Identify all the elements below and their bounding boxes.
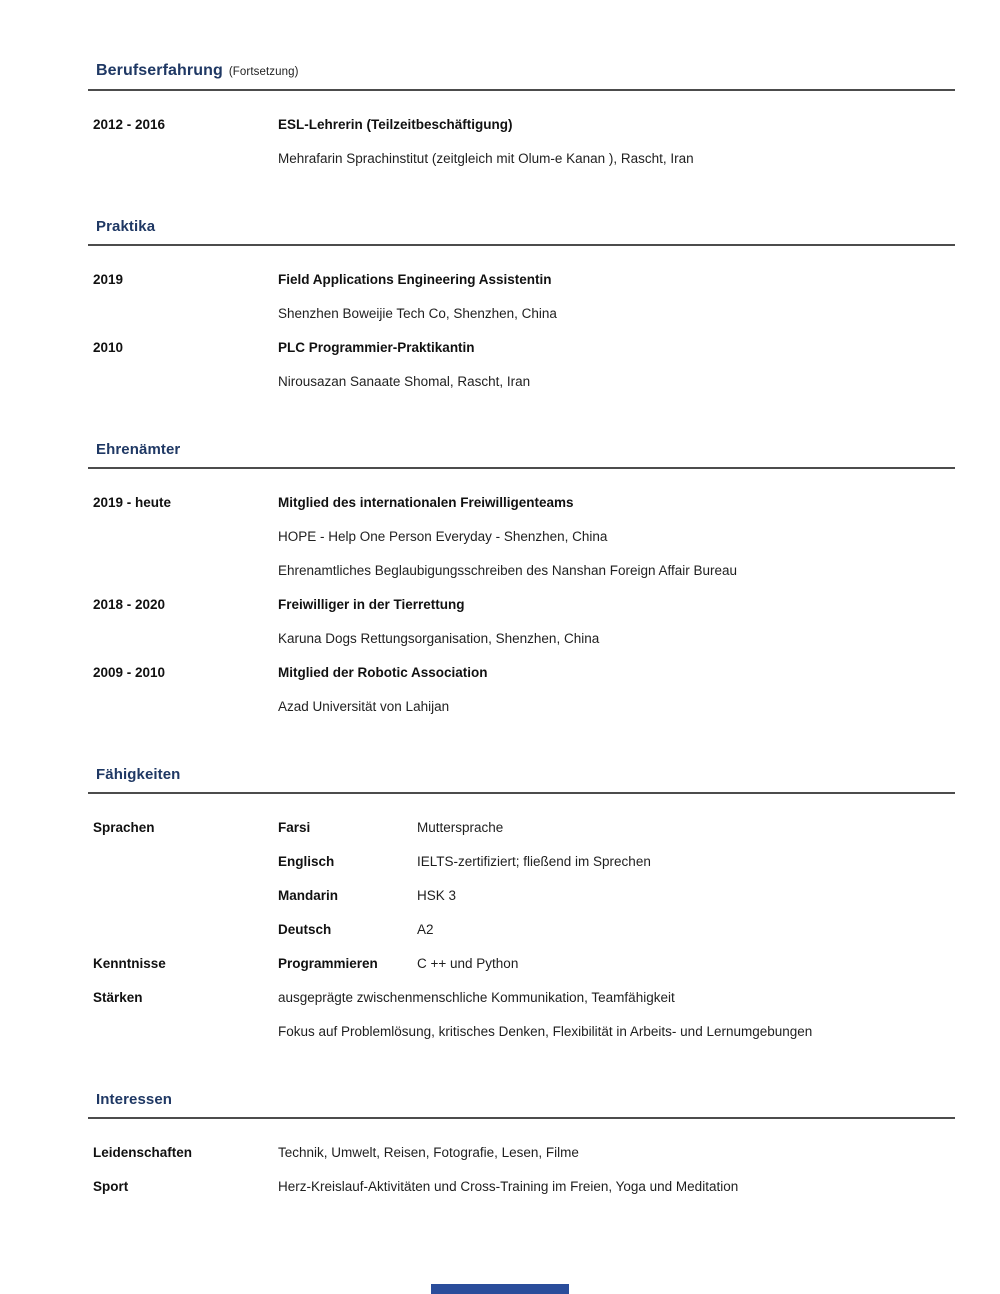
section-work-experience [88, 62, 955, 176]
spacer [93, 554, 278, 588]
language-name: Englisch [278, 854, 335, 869]
spacer [93, 690, 278, 724]
volunteer-title: Mitglied des internationalen Freiwilligenteams [278, 495, 574, 510]
section-rule [88, 89, 955, 91]
spacer [93, 845, 278, 879]
spacer [93, 297, 278, 331]
section-rule [88, 792, 955, 794]
skills-strengths-label: Stärken [93, 990, 143, 1005]
internship-entry-org-row [93, 365, 955, 399]
language-name: Mandarin [278, 888, 339, 903]
volunteer-period: 2018 - 2020 [93, 597, 166, 612]
knowledge-name: Programmieren [278, 956, 378, 971]
spacer [93, 1015, 278, 1049]
interest-entries [88, 1136, 955, 1204]
volunteer-entry-row [93, 588, 955, 622]
spacer [93, 365, 278, 399]
volunteer-entries [88, 486, 955, 724]
section-rule [88, 244, 955, 246]
language-name: Farsi [278, 820, 311, 835]
section-internships [88, 218, 955, 399]
section-heading-work [88, 62, 955, 80]
internship-entry-row [93, 331, 955, 365]
section-heading-internships: Praktika [96, 218, 156, 235]
internship-org: Shenzhen Boweijie Tech Co, Shenzhen, China [278, 306, 557, 321]
volunteer-org: Karuna Dogs Rettungsorganisation, Shenzhen, China [278, 631, 600, 646]
language-level: Muttersprache [417, 820, 504, 835]
volunteer-entry-row [93, 656, 955, 690]
work-entries [88, 108, 955, 176]
page-footer-accent-bar [431, 1284, 569, 1294]
interest-label: Sport [93, 1179, 129, 1194]
internship-period: 2019 [93, 272, 124, 287]
internship-entry-row [93, 263, 955, 297]
spacer [93, 879, 278, 913]
interest-row [93, 1170, 955, 1204]
skills-language-row [93, 811, 955, 845]
volunteer-title: Freiwilliger in der Tierrettung [278, 597, 465, 612]
section-rule [88, 1117, 955, 1119]
language-level: A2 [417, 922, 434, 937]
interest-label: Leidenschaften [93, 1145, 193, 1160]
volunteer-entry-org-row [93, 622, 955, 656]
section-volunteer [88, 441, 955, 724]
work-heading-text: Berufserfahrung [96, 62, 223, 79]
skills-language-row [93, 879, 955, 913]
work-heading-suffix: (Fortsetzung) [228, 66, 299, 78]
volunteer-org: HOPE - Help One Person Everyday - Shenzhen, China [278, 529, 608, 544]
volunteer-title: Mitglied der Robotic Association [278, 665, 488, 680]
work-period: 2012 - 2016 [93, 117, 166, 132]
skills-language-row [93, 913, 955, 947]
work-title: ESL-Lehrerin (Teilzeitbeschäftigung) [278, 117, 513, 132]
skills-knowledge-label: Kenntnisse [93, 956, 166, 971]
internship-entries [88, 263, 955, 399]
spacer [93, 520, 278, 554]
spacer [93, 913, 278, 947]
skills-language-row [93, 845, 955, 879]
volunteer-period: 2019 - heute [93, 495, 172, 510]
language-level: IELTS-zertifiziert; fließend im Sprechen [417, 854, 651, 869]
internship-org: Nirousazan Sanaate Shomal, Rascht, Iran [278, 374, 531, 389]
section-rule [88, 467, 955, 469]
language-level: HSK 3 [417, 888, 457, 903]
section-heading-interests: Interessen [96, 1091, 173, 1108]
interest-value: Herz-Kreislauf-Aktivitäten und Cross-Training im Freien, Yoga und Meditation [278, 1179, 739, 1194]
volunteer-note: Ehrenamtliches Beglaubigungsschreiben des Nanshan Foreign Affair Bureau [278, 563, 738, 578]
work-entry-row [93, 108, 955, 142]
skills-languages-label: Sprachen [93, 820, 155, 835]
work-org: Mehrafarin Sprachinstitut (zeitgleich mit Olum-e Kanan ), Rascht, Iran [278, 151, 694, 166]
volunteer-org: Azad Universität von Lahijan [278, 699, 450, 714]
internship-title: Field Applications Engineering Assistentin [278, 272, 552, 287]
interest-value: Technik, Umwelt, Reisen, Fotografie, Lesen, Filme [278, 1145, 579, 1160]
volunteer-period: 2009 - 2010 [93, 665, 166, 680]
internship-entry-org-row [93, 297, 955, 331]
spacer [93, 622, 278, 656]
work-entry-org-row [93, 142, 955, 176]
internship-period: 2010 [93, 340, 124, 355]
volunteer-entry-note-row [93, 554, 955, 588]
interest-row [93, 1136, 955, 1170]
section-skills [88, 766, 955, 1049]
skills-strengths-row [93, 981, 955, 1015]
internship-title: PLC Programmier-Praktikantin [278, 340, 475, 355]
skills-knowledge-row [93, 947, 955, 981]
section-heading-volunteer: Ehrenämter [96, 441, 181, 458]
knowledge-value: C ++ und Python [417, 956, 519, 971]
section-interests [88, 1091, 955, 1204]
language-name: Deutsch [278, 922, 332, 937]
volunteer-entry-org-row [93, 690, 955, 724]
strength-item: ausgeprägte zwischenmenschliche Kommunikation, Teamfähigkeit [278, 990, 675, 1005]
spacer [93, 142, 278, 176]
volunteer-entry-org-row [93, 520, 955, 554]
skills-entries [88, 811, 955, 1049]
volunteer-entry-row [93, 486, 955, 520]
skills-strengths-row [93, 1015, 955, 1049]
strength-item: Fokus auf Problemlösung, kritisches Denken, Flexibilität in Arbeits- und Lernumgebungen [278, 1024, 813, 1039]
section-heading-skills: Fähigkeiten [96, 766, 181, 783]
